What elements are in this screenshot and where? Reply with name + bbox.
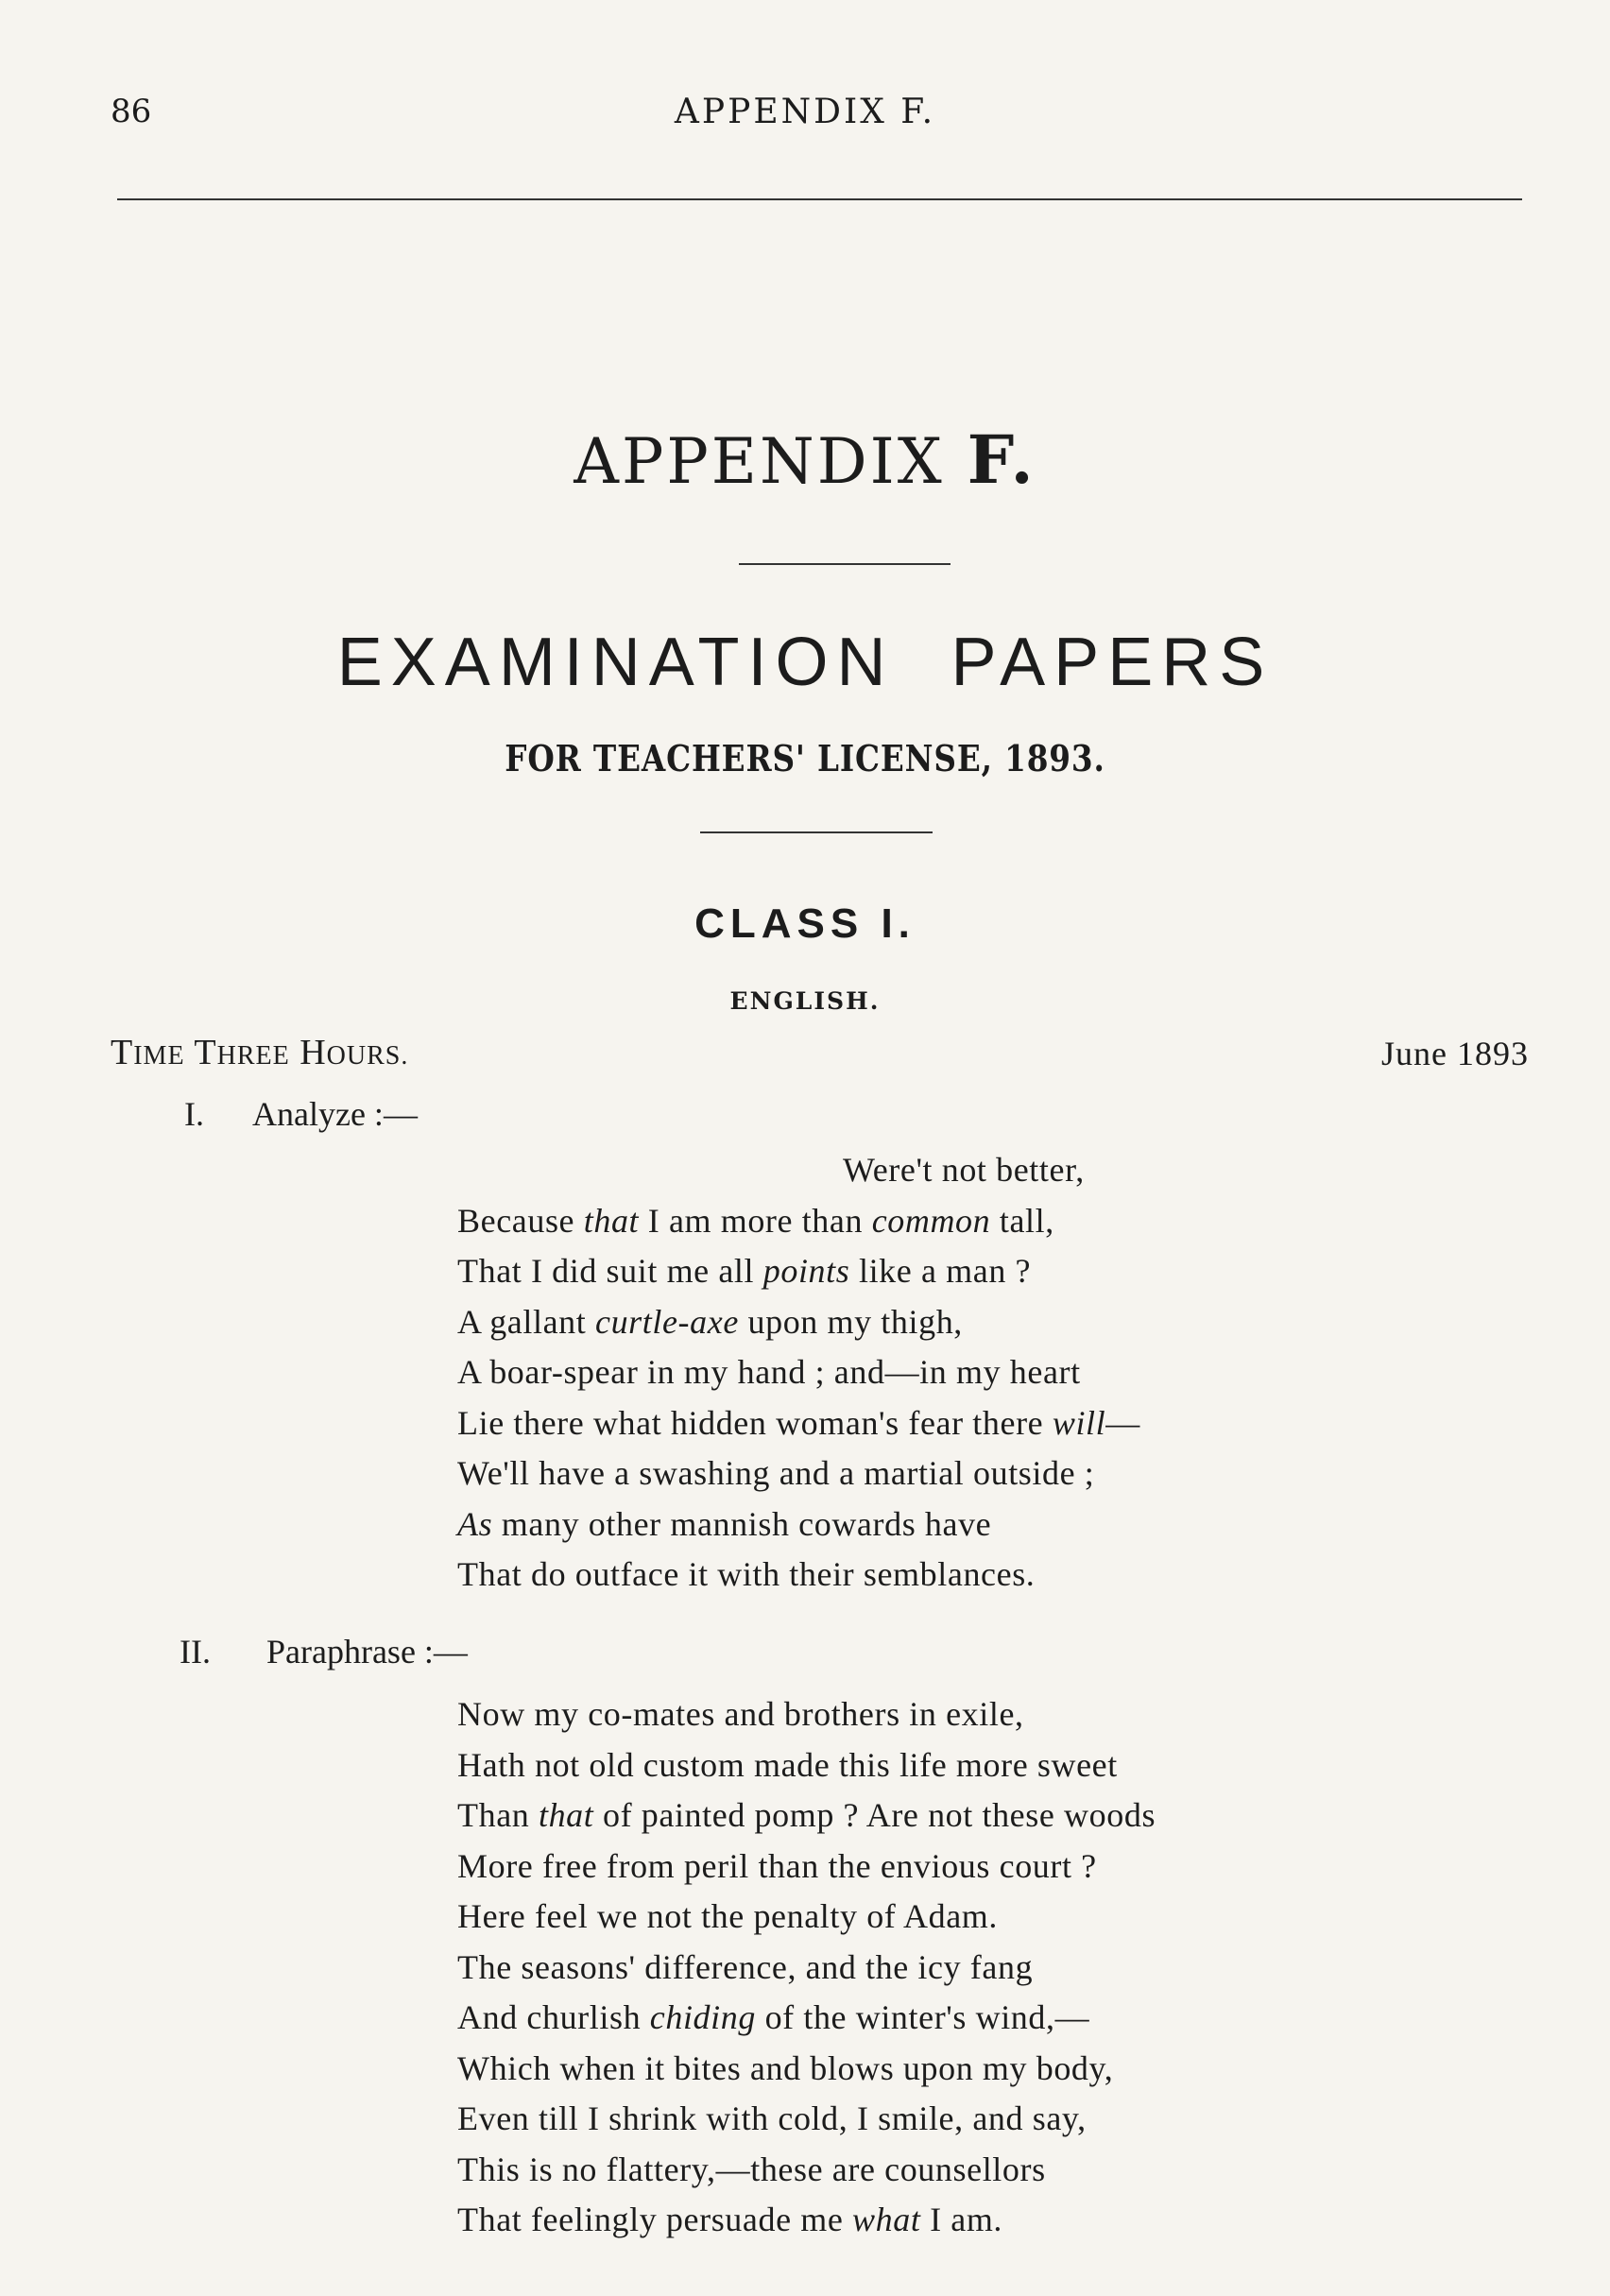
time-initial-3: H [300,1033,327,1072]
appendix-title [0,420,1610,499]
time-rest-3: OURS. [326,1041,409,1071]
question-2-heading [180,1632,468,1671]
verse-line: More free from peril than the envious court ? [457,1846,1097,1885]
question-2-verse [457,1689,1156,2246]
question-1-number: I. [184,1095,204,1133]
verse-line: This is no flattery,—these are counsellors [457,2150,1046,2188]
header-rule [117,198,1522,200]
verse-line: Because that I am more than common tall, [457,1201,1054,1240]
verse-line: That feelingly persuade me what I am. [457,2201,1003,2238]
time-allowed [111,1032,408,1073]
italic-word: what [852,2201,921,2238]
verse-line: We'll have a swashing and a martial outside ; [457,1454,1095,1492]
italic-word: will [1052,1403,1106,1442]
time-initial-2: T [194,1033,217,1072]
italic-word: that [583,1201,640,1240]
verse-line: And churlish chiding of the winter's wind,— [457,1998,1090,2036]
verse-line: Now my co-mates and brothers in exile, [457,1695,1024,1733]
verse-line: Which when it bites and blows upon my body, [457,2048,1114,2087]
verse-line: A boar-spear in my hand ; and—in my heart [457,1353,1081,1391]
verse-line: That do outface it with their semblances. [457,1555,1036,1593]
italic-word: common [871,1201,991,1240]
subtitle-divider [700,831,933,833]
verse-line: As many other mannish cowards have [457,1504,992,1543]
italic-word: that [538,1796,594,1834]
question-2-instruction: Paraphrase :— [266,1633,468,1671]
class-heading: CLASS I. [694,900,916,947]
verse-line: Hath not old custom made this life more sweet [457,1745,1118,1784]
appendix-letter: F. [967,420,1036,499]
appendix-word: APPENDIX [574,425,945,498]
verse-line: Were't not better, [843,1151,1085,1189]
verse-line: Lie there what hidden woman's fear there will— [457,1403,1140,1442]
question-1-heading [184,1094,418,1134]
page-number: 86 [111,93,152,130]
subtitle: FOR TEACHERS' LICENSE, 1893. [505,737,1105,780]
time-rest-2: HREE [216,1041,290,1071]
time-initial-1: T [111,1033,134,1072]
exam-date: June 1893 [1381,1035,1529,1072]
exam-word-1: EXAMINATION [336,625,895,700]
verse-line: The seasons' difference, and the icy fang [457,1947,1034,1986]
verse-line: Even till I shrink with cold, I smile, and say, [457,2099,1087,2137]
italic-word: points [762,1252,850,1290]
verse-line: Than that of painted pomp ? Are not these woods [457,1796,1156,1834]
question-1-instruction: Analyze :— [252,1095,418,1133]
question-2-number: II. [180,1633,211,1671]
subject-heading: ENGLISH. [729,987,881,1015]
italic-word: chiding [649,1998,756,2036]
title-divider [739,563,951,565]
verse-line: That I did suit me all points like a man ? [457,1252,1032,1290]
exam-word-2: PAPERS [951,625,1274,700]
verse-line: A gallant curtle-axe upon my thigh, [457,1302,963,1341]
question-1-verse [457,1145,1140,1601]
exam-title [0,624,1610,701]
italic-word: curtle-axe [594,1302,739,1341]
italic-word: As [457,1504,493,1543]
running-title: APPENDIX F. [674,93,936,131]
verse-line: Here feel we not the penalty of Adam. [457,1897,998,1935]
time-rest-1: IME [133,1041,185,1071]
